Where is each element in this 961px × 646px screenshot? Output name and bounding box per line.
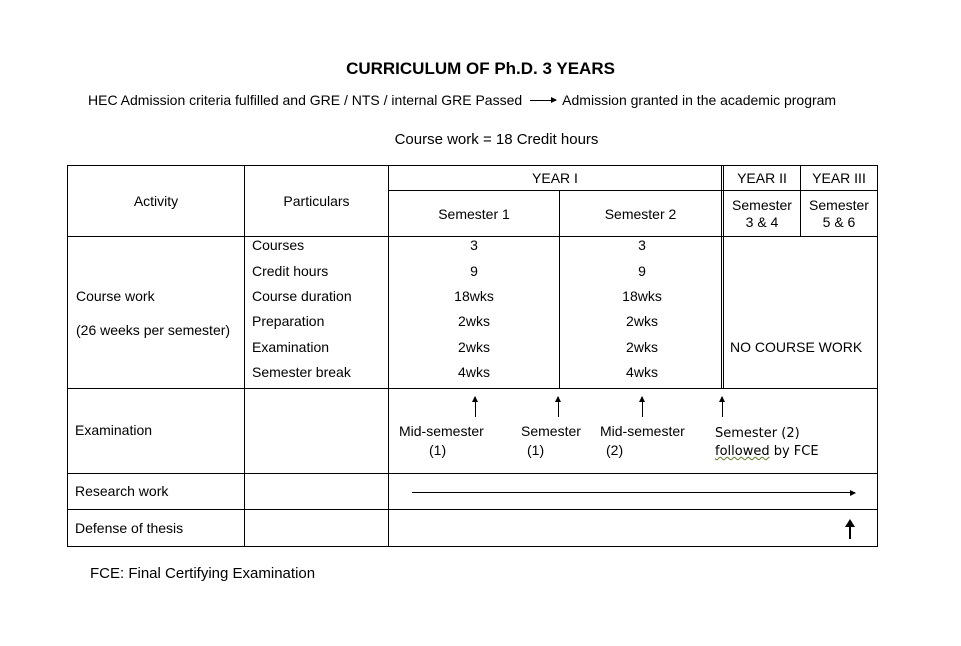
semester-1-value: 4wks [458,364,490,380]
up-arrow-icon [475,397,476,417]
particular-label: Course duration [252,288,352,304]
particular-label: Credit hours [252,263,329,279]
header-particulars: Particulars [283,193,350,209]
semester-2-value: 2wks [626,339,658,355]
header-activity: Activity [133,193,179,209]
semester-3-4-line1: Semester [732,197,792,213]
up-arrow-icon [642,397,643,417]
header-semester-1: Semester 1 [438,206,510,222]
activity-divider [244,165,245,547]
table-border-right [877,165,878,547]
table-border-left [67,165,68,547]
semester-2-value: 9 [638,263,646,279]
coursework-total: Course work = 18 Credit hours [394,131,599,148]
semester-2-value: 2wks [626,313,658,329]
footnote: FCE: Final Certifying Examination [90,565,316,582]
header-year-3: YEAR III [812,170,866,186]
no-course-work: NO COURSE WORK [730,339,863,355]
page-title: CURRICULUM OF Ph.D. 3 YEARS [346,59,615,78]
header-semester-3-4 [724,197,800,231]
activity-defense-of-thesis: Defense of thesis [75,520,184,536]
exam-mid-semester-1: Mid-semester [399,423,484,439]
particular-label: Courses [252,237,305,253]
header-semester-2: Semester 2 [604,206,677,222]
semester-2-value: 3 [638,237,646,253]
particular-label: Examination [252,339,330,355]
coursework-bottom-line [67,388,878,389]
admission-criteria [88,92,836,108]
activity-course-work: Course work [76,288,155,304]
particular-label: Semester break [252,364,351,380]
table-border-top [67,165,878,166]
course-work-note: (26 weeks per semester) [76,322,231,338]
particulars-divider [388,165,389,547]
exam-semester-1-number: (1) [527,442,545,458]
exam-mid-semester-2-number: (2) [606,442,624,458]
semester-1-value: 18wks [454,288,494,304]
semester-1-value: 9 [470,263,478,279]
right-arrow-icon [412,492,855,493]
activity-examination: Examination [75,422,153,438]
header-year-2: YEAR II [737,170,787,186]
exam-mid-semester-2: Mid-semester [600,423,685,439]
table-border-bottom [67,546,878,547]
exam-mid-semester-1-number: (1) [429,442,447,458]
exam-semester-1: Semester [521,423,581,439]
semester-1-value: 2wks [458,339,490,355]
header-year-1: YEAR I [532,170,578,186]
right-arrow-icon [530,100,556,101]
header-semester-5-6 [801,197,877,231]
semester-1-value: 2wks [458,313,490,329]
semester-2-value: 4wks [626,364,658,380]
up-arrow-icon [849,521,851,539]
by-fce-text: by FCE [769,444,819,459]
admission-granted-text: Admission granted in the academic program [562,92,837,108]
admission-criteria-text: HEC Admission criteria fulfilled and GRE / NTS / internal GRE Passed [88,92,523,108]
exam-semester-2: Semester (2) [715,426,800,441]
semester-3-4-line2: 3 & 4 [745,214,779,230]
research-bottom-line [67,509,878,510]
up-arrow-icon [722,397,723,417]
activity-research-work: Research work [75,483,169,499]
particular-label: Preparation [252,313,325,329]
followed-word: followed [715,444,770,459]
semester-2-value: 18wks [622,288,662,304]
semester-5-6-line2: 5 & 6 [822,214,856,230]
exam-semester-2-fce [715,444,819,459]
examination-bottom-line [67,473,878,474]
semester-1-value: 3 [470,237,478,253]
year-header-divider [388,190,878,191]
up-arrow-icon [558,397,559,417]
semester-5-6-line1: Semester [809,197,869,213]
